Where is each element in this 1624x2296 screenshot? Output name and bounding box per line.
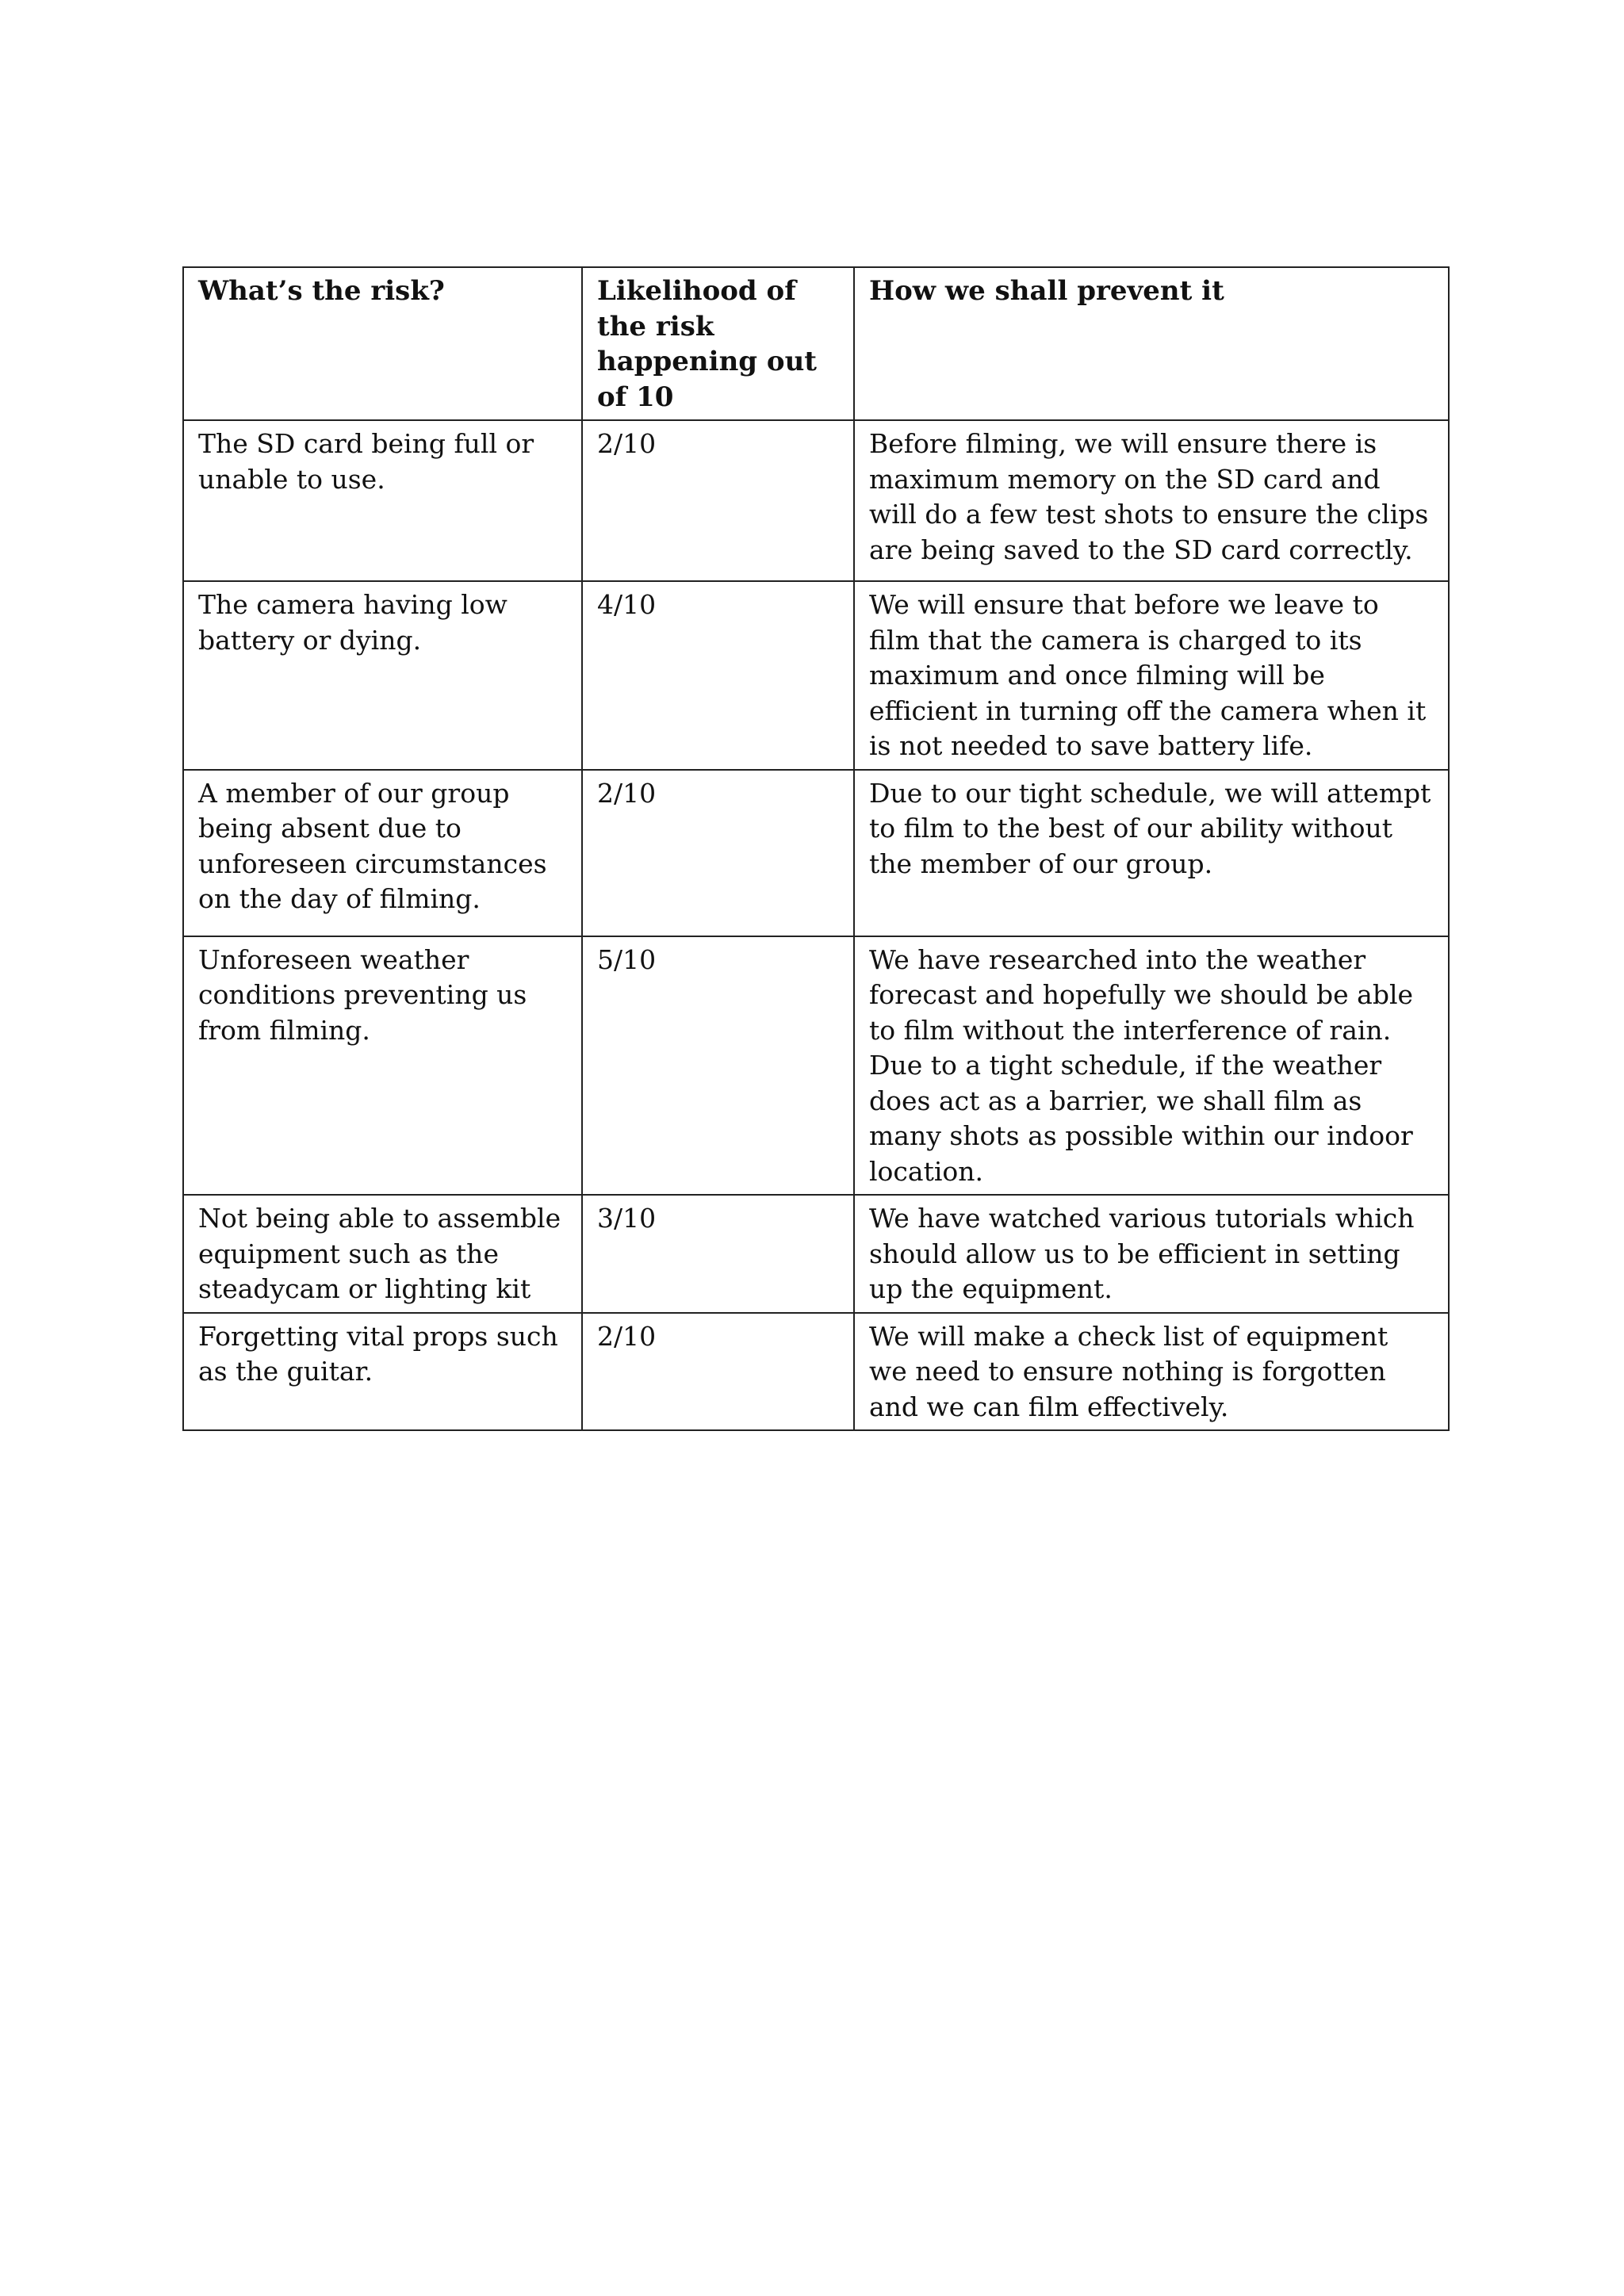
header-prevention: How we shall prevent it	[854, 267, 1449, 420]
risk-cell: The camera having low battery or dying.	[183, 581, 582, 770]
prevention-cell: We will ensure that before we leave to film that the camera is charged to its maximum and once filming will be efficient in turning off the camera when it is not needed to save battery life.	[854, 581, 1449, 770]
risk-cell: A member of our group being absent due to unforeseen circumstances on the day of filming.	[183, 770, 582, 936]
likelihood-cell: 2/10	[582, 420, 854, 581]
table-header-row	[183, 267, 1449, 420]
risk-cell: Unforeseen weather conditions preventing us from filming.	[183, 936, 582, 1196]
likelihood-cell: 5/10	[582, 936, 854, 1196]
risk-cell: The SD card being full or unable to use.	[183, 420, 582, 581]
likelihood-cell: 3/10	[582, 1195, 854, 1313]
risk-cell: Not being able to assemble equipment such as the steadycam or lighting kit	[183, 1195, 582, 1313]
table-row	[183, 1313, 1449, 1431]
prevention-cell: Due to our tight schedule, we will attempt to film to the best of our ability without the member of our group.	[854, 770, 1449, 936]
table-row	[183, 936, 1449, 1196]
likelihood-cell: 2/10	[582, 1313, 854, 1431]
table-row	[183, 581, 1449, 770]
header-likelihood: Likelihood of the risk happening out of 10	[582, 267, 854, 420]
risk-cell: Forgetting vital props such as the guitar.	[183, 1313, 582, 1431]
prevention-cell: We have watched various tutorials which should allow us to be efficient in setting up the equipment.	[854, 1195, 1449, 1313]
prevention-cell: Before filming, we will ensure there is maximum memory on the SD card and will do a few test shots to ensure the clips are being saved to the SD card correctly.	[854, 420, 1449, 581]
header-risk: What’s the risk?	[183, 267, 582, 420]
likelihood-cell: 2/10	[582, 770, 854, 936]
table-row	[183, 420, 1449, 581]
prevention-cell: We will make a check list of equipment we need to ensure nothing is forgotten and we can film effectively.	[854, 1313, 1449, 1431]
table-row	[183, 770, 1449, 936]
risk-assessment-table	[182, 266, 1450, 1431]
likelihood-cell: 4/10	[582, 581, 854, 770]
prevention-cell: We have researched into the weather forecast and hopefully we should be able to film without the interference of rain. Due to a tight schedule, if the weather does act as a barrier, we shall film as many shots as possible within our indoor location.	[854, 936, 1449, 1196]
table-row	[183, 1195, 1449, 1313]
